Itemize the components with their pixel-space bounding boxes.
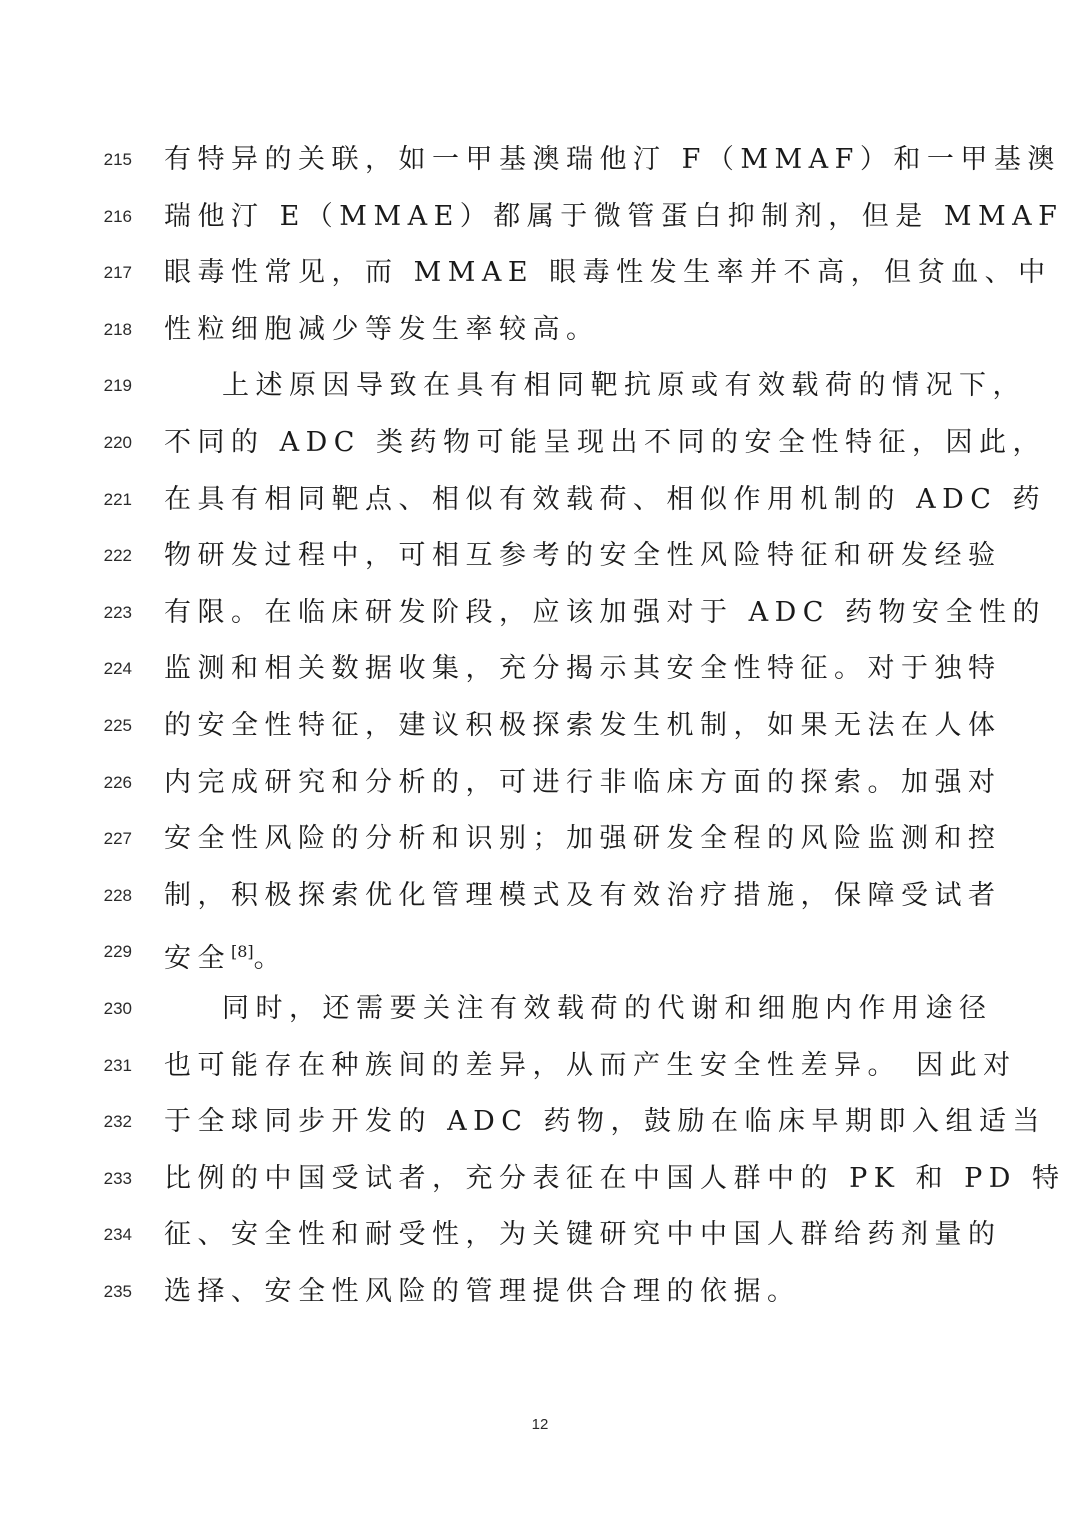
line-number: 227 bbox=[103, 829, 132, 849]
line-text: 的安全性特征，建议积极探索发生机制，如果无法在人体 bbox=[164, 709, 1002, 741]
line-text: 上述原因导致在具有相同靶抗原或有效载荷的情况下， bbox=[222, 370, 1026, 402]
line-number: 217 bbox=[103, 263, 132, 283]
line-number: 229 bbox=[103, 942, 132, 962]
line-text: 性粒细胞减少等发生率较高。 bbox=[164, 313, 600, 345]
line-number: 230 bbox=[103, 998, 132, 1018]
line-text: 制，积极探索优化管理模式及有效治疗措施，保障受试者 bbox=[164, 879, 1002, 911]
line-text: 于全球同步开发的 ADC 药物，鼓励在临床早期即入组适当 bbox=[164, 1106, 1046, 1138]
text-line bbox=[0, 189, 1080, 246]
line-number: 224 bbox=[103, 659, 132, 679]
citation-superscript: [8] bbox=[231, 942, 254, 962]
text-line bbox=[0, 132, 1080, 189]
text-line bbox=[0, 698, 1080, 755]
text-line bbox=[0, 924, 1080, 981]
line-text: 有限。在临床研发阶段，应该加强对于 ADC 药物安全性的 bbox=[164, 596, 1046, 628]
line-text: 选择、安全性风险的管理提供合理的依据。 bbox=[164, 1275, 801, 1307]
line-text: 安全性风险的分析和识别；加强研发全程的风险监测和控 bbox=[164, 823, 1002, 855]
line-number: 216 bbox=[103, 206, 132, 226]
line-text: 瑞他汀 E（MMAE）都属于微管蛋白抑制剂，但是 MMAF bbox=[164, 200, 1064, 232]
line-number: 223 bbox=[103, 602, 132, 622]
line-text-main: 安全 bbox=[164, 943, 231, 975]
text-line bbox=[0, 358, 1080, 415]
line-text-tail: 。 bbox=[253, 943, 288, 975]
line-number: 215 bbox=[103, 150, 132, 169]
line-number: 231 bbox=[103, 1055, 132, 1075]
text-line bbox=[0, 1094, 1080, 1151]
text-line bbox=[0, 302, 1080, 359]
text-line bbox=[0, 245, 1080, 302]
line-number: 225 bbox=[103, 715, 132, 735]
line-text: 有特异的关联，如一甲基澳瑞他汀 F（MMAF）和一甲基澳 bbox=[164, 144, 1061, 175]
text-line bbox=[0, 1264, 1080, 1321]
line-number: 226 bbox=[103, 772, 132, 792]
text-line bbox=[0, 981, 1080, 1038]
line-number: 219 bbox=[103, 376, 132, 396]
line-text: 同时，还需要关注有效载荷的代谢和细胞内作用途径 bbox=[222, 992, 993, 1024]
text-line bbox=[0, 1151, 1080, 1208]
line-number: 228 bbox=[103, 885, 132, 905]
line-text: 不同的 ADC 类药物可能呈现出不同的安全性特征，因此， bbox=[164, 426, 1046, 458]
line-number: 235 bbox=[103, 1281, 132, 1301]
line-number: 218 bbox=[103, 319, 132, 339]
line-number: 232 bbox=[103, 1112, 132, 1132]
text-line bbox=[0, 811, 1080, 868]
line-number: 222 bbox=[103, 546, 132, 566]
text-line bbox=[0, 415, 1080, 472]
text-line bbox=[0, 585, 1080, 642]
text-body bbox=[0, 132, 1080, 1320]
line-number: 234 bbox=[103, 1225, 132, 1245]
text-line bbox=[0, 1207, 1080, 1264]
line-number: 233 bbox=[103, 1168, 132, 1188]
line-number: 220 bbox=[103, 432, 132, 452]
line-text: 内完成研究和分析的，可进行非临床方面的探索。加强对 bbox=[164, 766, 1002, 798]
line-number: 221 bbox=[103, 489, 132, 509]
text-line bbox=[0, 528, 1080, 585]
page-number: 12 bbox=[531, 1416, 549, 1433]
line-text: 比例的中国受试者，充分表征在中国人群中的 PK 和 PD 特 bbox=[164, 1162, 1066, 1194]
line-text: 物研发过程中，可相互参考的安全性风险特征和研发经验 bbox=[164, 540, 1002, 572]
line-text: 在具有相同靶点、相似有效载荷、相似作用机制的 ADC 药 bbox=[164, 483, 1046, 515]
line-text: 监测和相关数据收集，充分揭示其安全性特征。对于独特 bbox=[164, 653, 1002, 685]
text-line bbox=[0, 1038, 1080, 1095]
line-text: 眼毒性常见，而 MMAE 眼毒性发生率并不高，但贫血、中 bbox=[164, 257, 1052, 289]
text-line bbox=[0, 755, 1080, 812]
text-line bbox=[0, 641, 1080, 698]
text-line bbox=[0, 868, 1080, 925]
line-text bbox=[164, 932, 914, 979]
line-text: 征、安全性和耐受性，为关键研究中中国人群给药剂量的 bbox=[164, 1219, 1002, 1251]
text-line bbox=[0, 472, 1080, 529]
line-text: 也可能存在种族间的差异，从而产生安全性差异。 因此对 bbox=[164, 1049, 1017, 1081]
